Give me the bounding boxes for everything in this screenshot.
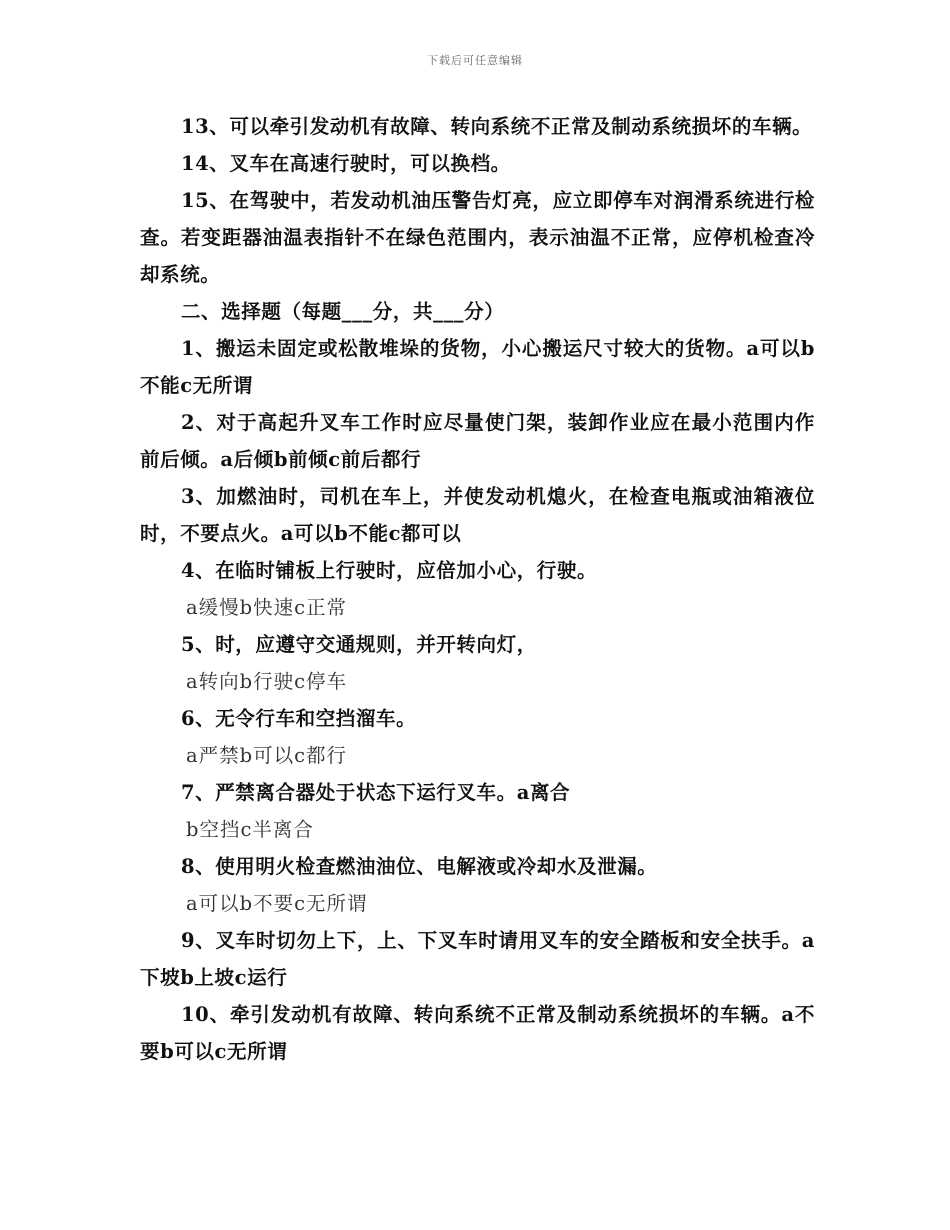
choice-question-5: 5、时，应遵守交通规则，并开转向灯， bbox=[180, 633, 537, 656]
choice-question-8: 8、使用明火检查燃油油位、电解液或冷却水及泄漏。 bbox=[180, 855, 658, 878]
choice-question-9: 9、叉车时切勿上下，上、下叉车时请用叉车的安全踏板和安全扶手。a下坡b上坡c运行 bbox=[140, 929, 815, 989]
page-header: 下载后可任意编辑 bbox=[427, 54, 523, 67]
question-15: 15、在驾驶中，若发动机油压警告灯亮，应立即停车对润滑系统进行检查。若变距器油温表指针不在绿色范围内，表示油温不正常，应停机检查冷却系统。 bbox=[140, 189, 815, 286]
question-14: 14、叉车在高速行驶时，可以换档。 bbox=[180, 152, 511, 175]
choice-options-7: b空挡c半离合 bbox=[186, 818, 314, 841]
choice-options-8: a可以b不要c无所谓 bbox=[186, 892, 368, 915]
choice-options-6: a严禁b可以c都行 bbox=[186, 744, 348, 767]
choice-question-1: 1、搬运未固定或松散堆垛的货物，小心搬运尺寸较大的货物。a可以b不能c无所谓 bbox=[140, 337, 815, 397]
document-body bbox=[140, 108, 815, 1070]
choice-question-7: 7、严禁离合器处于状态下运行叉车。a离合 bbox=[180, 781, 571, 804]
choice-question-6: 6、无令行车和空挡溜车。 bbox=[180, 707, 417, 730]
choice-question-4: 4、在临时铺板上行驶时，应倍加小心，行驶。 bbox=[180, 559, 598, 582]
choice-question-3: 3、加燃油时，司机在车上，并使发动机熄火，在检查电瓶或油箱液位时，不要点火。a可以b不能c都可以 bbox=[140, 485, 815, 545]
choice-options-4: a缓慢b快速c正常 bbox=[186, 596, 348, 619]
choice-options-5: a转向b行驶c停车 bbox=[186, 670, 348, 693]
question-13: 13、可以牵引发动机有故障、转向系统不正常及制动系统损坏的车辆。 bbox=[180, 115, 813, 138]
section-heading: 二、选择题（每题___分，共___分） bbox=[180, 300, 505, 323]
choice-question-2: 2、对于高起升叉车工作时应尽量使门架，装卸作业应在最小范围内作前后倾。a后倾b前倾c前后都行 bbox=[140, 411, 815, 471]
choice-question-10: 10、牵引发动机有故障、转向系统不正常及制动系统损坏的车辆。a不要b可以c无所谓 bbox=[140, 1003, 815, 1063]
